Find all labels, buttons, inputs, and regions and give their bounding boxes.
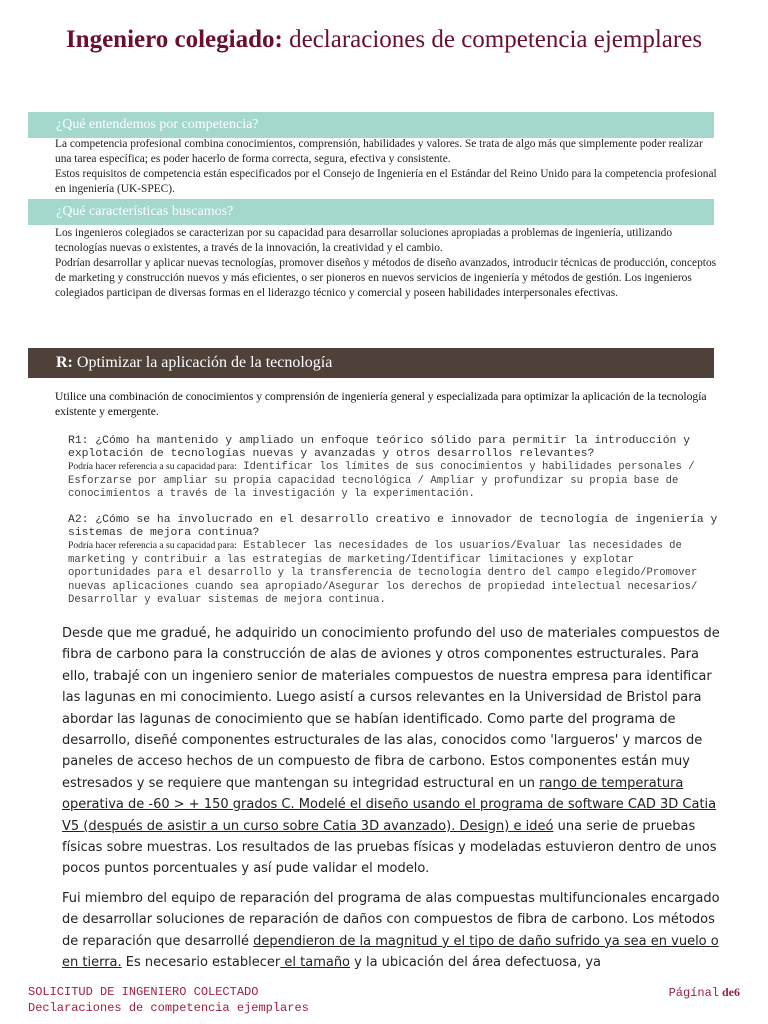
page-title [0, 24, 768, 55]
question-block-r1 [68, 435, 718, 501]
question-r1: R1: ¿Cómo ha mantenido y ampliado un enfoque teórico sólido para permitir la introducción y explotación de tecnologías nuevas y avanzadas y otros desarrollos relevantes? [68, 435, 691, 460]
answer-text: y la ubicación del área defectuosa, ya [350, 955, 602, 971]
page-footer [28, 984, 740, 1016]
section-r-code: R: [56, 354, 73, 371]
answer-paragraph-1 [62, 623, 722, 880]
page-number [669, 984, 740, 1001]
underlined-text: el tamaño [280, 955, 351, 971]
answer-text: Desde que me gradué, he adquirido un conocimiento profundo del uso de materiales compuestos de fibra de carbono para la construcción de alas de aviones y otros componentes estructurales. Para ello, trabajé con un ingeniero senior de materiales compuestos de nuestra empresa para identificar las lagunas en mi conocimiento. Luego asistí a cursos relevantes en la Universidad de Bristol para abordar las lagunas de conocimiento que se habían identificado. Como parte del programa de desarrollo, diseñé componentes estructurales de las alas, conocidos como 'largueros' y marcos de paneles de acceso hechos de un compuesto de fibra de carbono. Estos componentes están muy estresados y se requiere que mantengan su integridad estructural en un [62, 626, 720, 791]
characteristics-paragraph-2: Podrían desarrollar y aplicar nuevas tecnologías, promover diseños y métodos de diseño avanzados, introducir técnicas de producción, conceptos de marketing y construcción nuevos y más eficientes, o ser pioneros en nuevos servicios de ingeniería y métodos de gestión. Los ingenieros colegiados participan de diversas formas en el liderazgo técnico y comercial y poseen habilidades interpersonales efectivas. [55, 257, 717, 299]
reference-label: Podría hacer referencia a su capacidad para: [68, 540, 237, 551]
answer-text: Fui miembro del equipo de reparación del programa de alas compuestas multifuncionales encargado de desarrollar soluciones de reparación de daños con compuestos de fibra de carbono. Los métodos de reparación que desarrollé [62, 891, 720, 949]
section-characteristics-text [55, 226, 717, 301]
page-of: de [719, 985, 734, 999]
question-a2: A2: ¿Cómo se ha involucrado en el desarrollo creativo e innovador de tecnología de ingeniería y sistemas de mejora continua? [68, 514, 718, 539]
answer-text: Es necesario establecer [121, 955, 281, 971]
competence-paragraph-1: La competencia profesional combina conocimientos, comprensión, habilidades y valores. Se trata de algo más que simplemente poder realizar una tarea específica; es poder hacerlo de forma correcta, segura, efectiva y consistente. [55, 138, 703, 165]
reference-abilities: Identificar los límites de sus conocimientos y habilidades personales / Esforzarse por ampliar su propia capacidad tecnológica / Ampliar y profundizar su propia base de conocimientos a través de la investigación y la experimentación. [68, 461, 695, 500]
underlined-text: dependieron de la magnitud y el tipo de daño sufrido ya sea en vuelo o en tierra. [62, 933, 719, 971]
title-rest: declaraciones de competencia ejemplares [282, 26, 703, 53]
page-total: 6 [734, 985, 740, 999]
title-bold: Ingeniero colegiado: [65, 26, 283, 53]
question-block-a2 [68, 514, 718, 607]
characteristics-paragraph-1: Los ingenieros colegiados se caracterizan por su capacidad para desarrollar soluciones apropiadas a problemas de ingeniería, utilizando tecnologías nuevas o existentes, a través de la innovación, la creatividad y el cambio. [55, 227, 673, 254]
section-competence-text [55, 137, 717, 197]
section-r-intro: Utilice una combinación de conocimientos y comprensión de ingeniería general y especializada para optimizar la aplicación de la tecnología existente y emergente. [55, 390, 707, 418]
footer-subtitle: Declaraciones de competencia ejemplares [28, 1001, 309, 1015]
reference-abilities: Establecer las necesidades de los usuarios/Evaluar las necesidades de marketing y contribuir a las estrategias de marketing/Identificar limitaciones y explotar oportunidades para el desarrollo y la transferencia de tecnología dentro del campo elegido/Promover nuevas aplicaciones cuando sea apropiado/Asegurar los derechos de propiedad intelectual necesarios/ Desarrollar y evaluar sistemas de mejora continua. [68, 540, 698, 606]
answer-text: una serie de pruebas físicas sobre muestras. Los resultados de las pruebas físicas y modeladas estuvieron dentro de unos pocos puntos porcentuales y así pude validar el modelo. [62, 818, 717, 877]
answer-paragraph-2 [62, 888, 722, 974]
reference-label: Podría hacer referencia a su capacidad para: [68, 461, 237, 472]
section-r-title: Optimizar la aplicación de la tecnología [72, 354, 333, 371]
section-heading-characteristics: ¿Qué características buscamos? [28, 199, 714, 225]
section-heading-competence: ¿Qué entendemos por competencia? [28, 112, 714, 138]
section-heading-r [28, 348, 714, 378]
page-label: Págínal [668, 986, 719, 1000]
competence-paragraph-2: Estos requisitos de competencia están especificados por el Consejo de Ingeniería en el Estándar del Reino Unido para la competencia profesional en ingeniería (UK-SPEC). [55, 168, 717, 195]
footer-title: SOLICITUD DE INGENIERO COLECTADO [28, 985, 259, 999]
underlined-text: rango de temperatura operativa de -60 > + 150 grados C. Modelé el diseño usando el programa de software CAD 3D Catia V5 (después de asistir a un curso sobre Catia 3D avanzado). Design) e ideó [62, 775, 717, 834]
